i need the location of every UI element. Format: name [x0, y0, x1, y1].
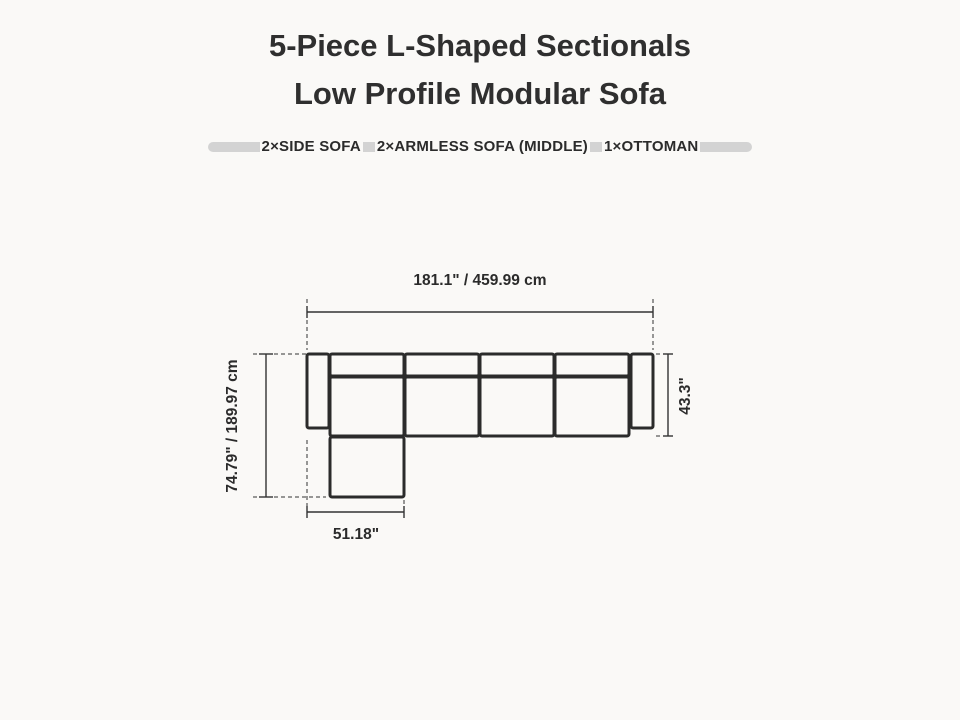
piece-ottoman: 1×OTTOMAN [604, 138, 699, 155]
ottoman [330, 437, 404, 497]
piece-side-sofa: 2×SIDE SOFA [261, 138, 361, 155]
seat-depth-dimension [656, 354, 673, 436]
seat-1 [330, 377, 404, 436]
backrest-3 [480, 354, 554, 376]
backrest-1 [330, 354, 404, 376]
backrest-2 [405, 354, 479, 376]
sofa-outline [307, 354, 653, 497]
ottoman-width-label: 51.18" [332, 526, 380, 543]
right-arm [631, 354, 653, 428]
title-line-2: Low Profile Modular Sofa [293, 76, 666, 111]
width-label: 181.1" / 459.99 cm [413, 272, 547, 289]
title-line-1: 5-Piece L-Shaped Sectionals [268, 28, 692, 63]
seat-2 [405, 377, 479, 436]
backrest-4 [555, 354, 629, 376]
depth-label: 74.79" / 189.97 cm [224, 359, 241, 493]
seat-4 [555, 377, 629, 436]
width-dimension [307, 299, 653, 350]
piece-armless-sofa: 2×ARMLESS SOFA (MIDDLE) [376, 138, 589, 155]
left-arm [307, 354, 329, 428]
seat-depth-label: 43.3" [677, 377, 694, 415]
seat-3 [480, 377, 554, 436]
